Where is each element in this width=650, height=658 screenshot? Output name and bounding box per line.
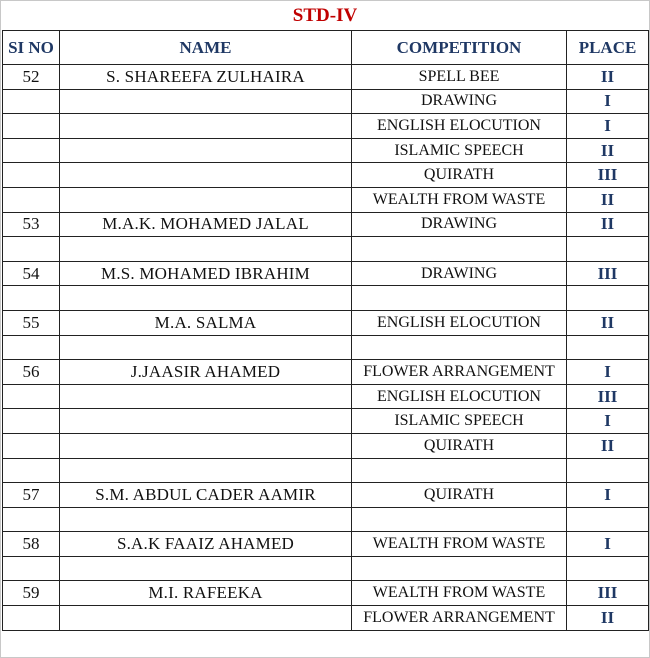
place-cell: III: [567, 261, 649, 286]
sl-no-cell: [3, 114, 60, 139]
competition-cell: FLOWER ARRANGEMENT: [352, 360, 567, 385]
header-place: PLACE: [567, 31, 649, 65]
table-row: [3, 335, 649, 360]
competition-cell: ISLAMIC SPEECH: [352, 138, 567, 163]
table-row: [3, 187, 649, 212]
name-cell: [60, 335, 352, 360]
name-cell: M.A. SALMA: [60, 310, 352, 335]
name-cell: [60, 114, 352, 139]
table-row: [3, 360, 649, 385]
results-table: [2, 30, 649, 631]
name-cell: [60, 458, 352, 483]
table-row: [3, 138, 649, 163]
sl-no-cell: [3, 89, 60, 114]
table-row: [3, 261, 649, 286]
competition-cell: ENGLISH ELOCUTION: [352, 114, 567, 139]
sl-no-cell: [3, 606, 60, 631]
competition-cell: WEALTH FROM WASTE: [352, 532, 567, 557]
place-cell: II: [567, 212, 649, 237]
name-cell: [60, 384, 352, 409]
competition-cell: ENGLISH ELOCUTION: [352, 384, 567, 409]
name-cell: [60, 409, 352, 434]
sl-no-cell: [3, 409, 60, 434]
competition-cell: DRAWING: [352, 261, 567, 286]
sl-no-cell: 55: [3, 310, 60, 335]
competition-cell: [352, 237, 567, 262]
table-row: [3, 237, 649, 262]
table-row: [3, 212, 649, 237]
place-cell: I: [567, 483, 649, 508]
place-cell: [567, 237, 649, 262]
place-cell: [567, 335, 649, 360]
place-cell: I: [567, 114, 649, 139]
competition-cell: QUIRATH: [352, 163, 567, 188]
name-cell: S.A.K FAAIZ AHAMED: [60, 532, 352, 557]
sl-no-cell: 58: [3, 532, 60, 557]
name-cell: [60, 606, 352, 631]
sl-no-cell: 59: [3, 581, 60, 606]
table-row: [3, 507, 649, 532]
competition-cell: WEALTH FROM WASTE: [352, 581, 567, 606]
table-body: [3, 65, 649, 631]
place-cell: II: [567, 187, 649, 212]
name-cell: [60, 286, 352, 311]
competition-cell: [352, 286, 567, 311]
competition-cell: ENGLISH ELOCUTION: [352, 310, 567, 335]
table-row: [3, 409, 649, 434]
table-header: [3, 31, 649, 65]
competition-cell: DRAWING: [352, 212, 567, 237]
place-cell: III: [567, 384, 649, 409]
table-row: [3, 163, 649, 188]
competition-cell: [352, 335, 567, 360]
table-row: [3, 89, 649, 114]
sl-no-cell: [3, 458, 60, 483]
competition-cell: QUIRATH: [352, 433, 567, 458]
header-sl-no: SI NO: [3, 31, 60, 65]
table-row: [3, 310, 649, 335]
competition-cell: [352, 556, 567, 581]
sl-no-cell: [3, 507, 60, 532]
sl-no-cell: 56: [3, 360, 60, 385]
name-cell: [60, 89, 352, 114]
place-cell: I: [567, 532, 649, 557]
sl-no-cell: [3, 187, 60, 212]
competition-cell: FLOWER ARRANGEMENT: [352, 606, 567, 631]
sl-no-cell: [3, 335, 60, 360]
sl-no-cell: 57: [3, 483, 60, 508]
name-cell: M.S. MOHAMED IBRAHIM: [60, 261, 352, 286]
competition-cell: WEALTH FROM WASTE: [352, 187, 567, 212]
place-cell: I: [567, 360, 649, 385]
table-row: [3, 458, 649, 483]
table-row: [3, 581, 649, 606]
name-cell: [60, 163, 352, 188]
place-cell: III: [567, 163, 649, 188]
place-cell: III: [567, 581, 649, 606]
name-cell: S.M. ABDUL CADER AAMIR: [60, 483, 352, 508]
name-cell: [60, 433, 352, 458]
sl-no-cell: [3, 138, 60, 163]
table-row: [3, 65, 649, 90]
competition-cell: [352, 507, 567, 532]
table-row: [3, 286, 649, 311]
name-cell: J.JAASIR AHAMED: [60, 360, 352, 385]
name-cell: M.A.K. MOHAMED JALAL: [60, 212, 352, 237]
place-cell: [567, 556, 649, 581]
sl-no-cell: [3, 237, 60, 262]
sl-no-cell: 52: [3, 65, 60, 90]
sl-no-cell: [3, 163, 60, 188]
place-cell: I: [567, 89, 649, 114]
sl-no-cell: 54: [3, 261, 60, 286]
header-name: NAME: [60, 31, 352, 65]
place-cell: [567, 507, 649, 532]
sl-no-cell: [3, 556, 60, 581]
competition-cell: [352, 458, 567, 483]
place-cell: II: [567, 606, 649, 631]
page-title: STD-IV: [292, 5, 358, 26]
competition-cell: DRAWING: [352, 89, 567, 114]
sl-no-cell: [3, 433, 60, 458]
competition-cell: SPELL BEE: [352, 65, 567, 90]
competition-cell: ISLAMIC SPEECH: [352, 409, 567, 434]
name-cell: [60, 237, 352, 262]
table-row: [3, 556, 649, 581]
name-cell: M.I. RAFEEKA: [60, 581, 352, 606]
place-cell: II: [567, 65, 649, 90]
name-cell: [60, 507, 352, 532]
table-row: [3, 532, 649, 557]
place-cell: [567, 286, 649, 311]
name-cell: [60, 187, 352, 212]
header-competition: COMPETITION: [352, 31, 567, 65]
table-row: [3, 483, 649, 508]
table-row: [3, 114, 649, 139]
place-cell: II: [567, 433, 649, 458]
competition-cell: QUIRATH: [352, 483, 567, 508]
name-cell: [60, 138, 352, 163]
place-cell: [567, 458, 649, 483]
sl-no-cell: [3, 384, 60, 409]
sl-no-cell: [3, 286, 60, 311]
place-cell: II: [567, 310, 649, 335]
name-cell: [60, 556, 352, 581]
place-cell: II: [567, 138, 649, 163]
name-cell: S. SHAREEFA ZULHAIRA: [60, 65, 352, 90]
table-row: [3, 433, 649, 458]
header-row: [3, 31, 649, 65]
table-row: [3, 384, 649, 409]
table-row: [3, 606, 649, 631]
sl-no-cell: 53: [3, 212, 60, 237]
place-cell: I: [567, 409, 649, 434]
